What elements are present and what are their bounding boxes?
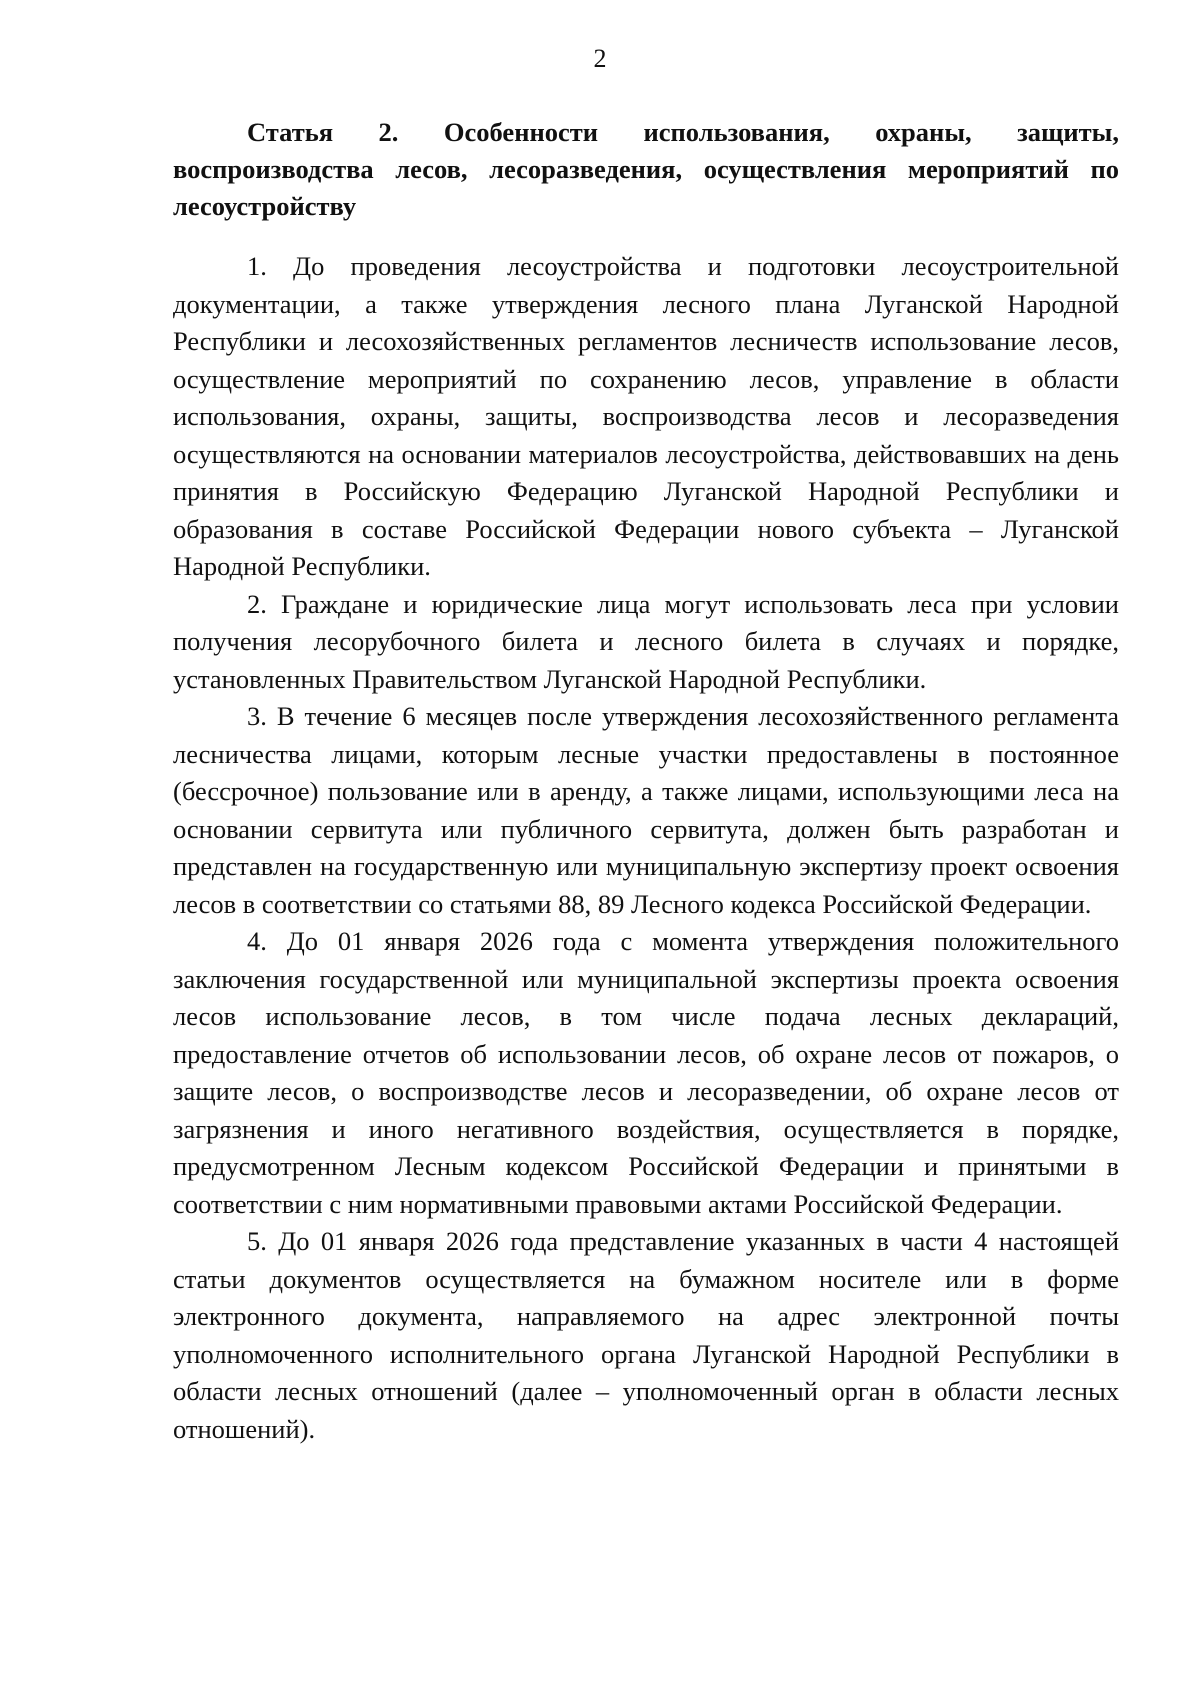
paragraph-5: 5. До 01 января 2026 года представление указанных в части 4 настоящей статьи документов осуществляется на бумажном носителе или в форме электронного документа, направляемого на адрес электронной почты уполномоченного исполнительного органа Луганской Народной Республики в области лесных отношений (далее – уполномоченный орган в области лесных отношений). — [173, 1226, 1119, 1444]
article-heading: Статья 2. Особенности использования, охраны, защиты, воспроизводства лесов, лесоразведения, осуществления мероприятий по лесоустройству — [173, 117, 1119, 221]
paragraph-2: 2. Граждане и юридические лица могут использовать леса при условии получения лесорубочного билета и лесного билета в случаях и порядке, установленных Правительством Луганской Народной Республики. — [173, 588, 1119, 694]
document-body — [173, 114, 1119, 1448]
page-number: 2 — [593, 44, 607, 73]
paragraph-1: 1. До проведения лесоустройства и подготовки лесоустроительной документации, а также утверждения лесного плана Луганской Народной Республики и лесохозяйственных регламентов лесничеств использование лесов, осуществление мероприятий по сохранению лесов, управление в области использования, охраны, защиты, воспроизводства лесов и лесоразведения осуществляются на основании материалов лесоустройства, действовавших на день принятия в Российскую Федерацию Луганской Народной Республики и образования в составе Российской Федерации нового субъекта – Луганской Народной Республики. — [173, 251, 1119, 581]
paragraph-4: 4. До 01 января 2026 года с момента утверждения положительного заключения государственной или муниципальной экспертизы проекта освоения лесов использование лесов, в том числе подача лесных деклараций, предоставление отчетов об использовании лесов, об охране лесов от пожаров, о защите лесов, о воспроизводстве лесов и лесоразведении, об охране лесов от загрязнения и иного негативного воздействия, осуществляется в порядке, предусмотренном Лесным кодексом Российской Федерации и принятыми в соответствии с ним нормативными правовыми актами Российской Федерации. — [173, 926, 1119, 1219]
paragraph-3: 3. В течение 6 месяцев после утверждения лесохозяйственного регламента лесничества лицами, которым лесные участки предоставлены в постоянное (бессрочное) пользование или в аренду, а также лицами, использующими леса на основании сервитута или публичного сервитута, должен быть разработан и представлен на государственную или муниципальную экспертизу проект освоения лесов в соответствии со статьями 88, 89 Лесного кодекса Российской Федерации. — [173, 701, 1119, 919]
